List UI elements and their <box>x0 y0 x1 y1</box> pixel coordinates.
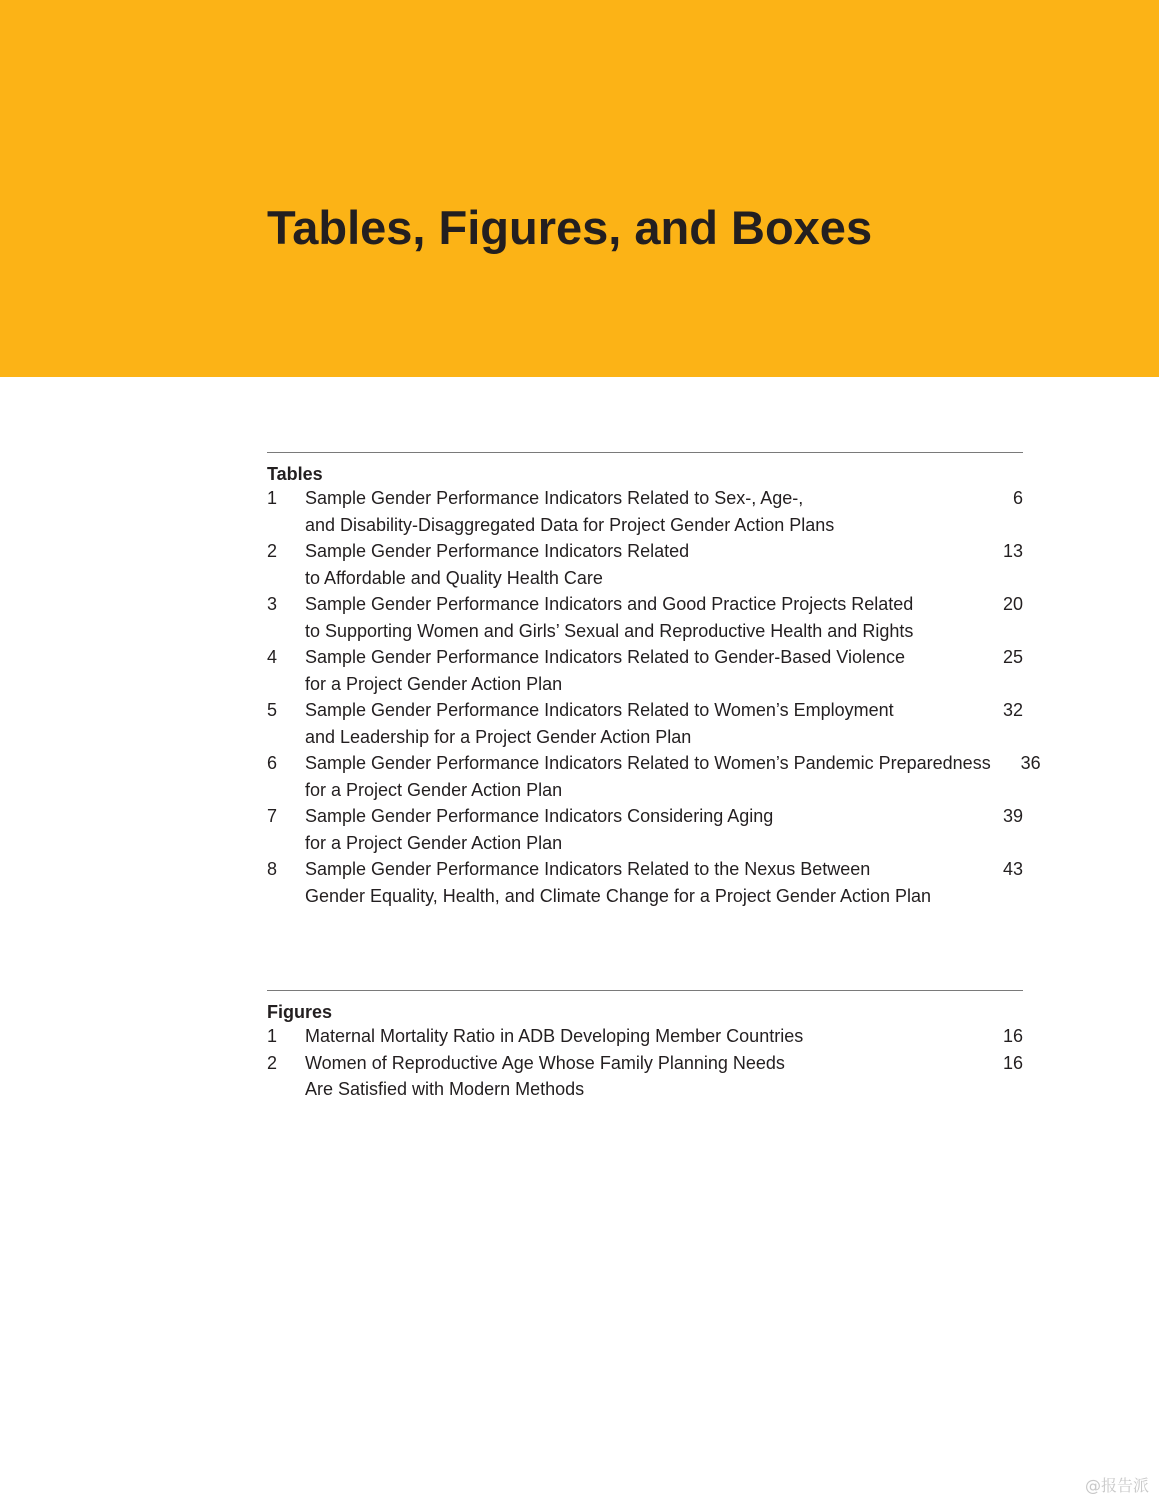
figures-heading: Figures <box>267 1002 333 1022</box>
figures-list <box>267 1023 1023 1103</box>
entry-title-line: Women of Reproductive Age Whose Family Planning Needs <box>305 1052 785 1073</box>
entry-title-line: Are Satisfied with Modern Methods <box>305 1079 585 1099</box>
entry-title-line: Sample Gender Performance Indicators and Good Practice Projects Related <box>305 594 914 614</box>
entry-title-line: Sample Gender Performance Indicators Related to Women’s Pandemic Preparedness <box>305 753 991 773</box>
watermark: @报告派 <box>1084 1476 1149 1495</box>
entry-title <box>305 697 973 750</box>
entry-number: 1 <box>267 488 278 508</box>
entry-title <box>305 803 973 856</box>
entry-title-line: Sample Gender Performance Indicators Considering Aging <box>305 806 774 826</box>
entry-page-number: 36 <box>1020 753 1041 773</box>
entry-page-number: 16 <box>1002 1026 1023 1046</box>
entry-page-number: 32 <box>1002 700 1023 720</box>
table-entry[interactable] <box>267 644 1023 697</box>
entry-title-line: Maternal Mortality Ratio in ADB Developing Member Countries <box>305 1026 804 1046</box>
entry-title-line: Gender Equality, Health, and Climate Change for a Project Gender Action Plan <box>305 885 932 906</box>
entry-number: 2 <box>267 1052 278 1073</box>
entry-title-line: Sample Gender Performance Indicators Related to the Nexus Between <box>305 859 871 879</box>
entry-title <box>305 644 973 697</box>
entry-title <box>305 856 973 909</box>
entry-title-line: to Affordable and Quality Health Care <box>305 567 603 588</box>
entry-page-number: 25 <box>1002 647 1023 667</box>
entry-title-line: for a Project Gender Action Plan <box>305 779 563 800</box>
table-entry[interactable] <box>267 803 1023 856</box>
entry-page-number: 20 <box>1002 594 1023 614</box>
entry-number: 3 <box>267 594 278 614</box>
entry-title <box>305 591 973 644</box>
entry-page-number: 13 <box>1002 541 1023 561</box>
entry-title-line: Sample Gender Performance Indicators Related to Sex-, Age-, <box>305 488 804 508</box>
entry-page-number: 6 <box>1012 488 1023 508</box>
entry-number: 6 <box>267 753 278 773</box>
entry-number: 7 <box>267 806 278 826</box>
table-entry[interactable] <box>267 485 1023 538</box>
entry-title-line: for a Project Gender Action Plan <box>305 832 563 853</box>
entry-title <box>305 485 973 538</box>
figures-section <box>267 990 1023 1103</box>
entry-title-line: Sample Gender Performance Indicators Related to Gender-Based Violence <box>305 647 906 667</box>
entry-title-line: Sample Gender Performance Indicators Related <box>305 541 690 561</box>
entry-number: 8 <box>267 859 278 879</box>
page-title: Tables, Figures, and Boxes <box>267 201 873 254</box>
entry-title-line: and Disability-Disaggregated Data for Project Gender Action Plans <box>305 514 835 535</box>
table-entry[interactable] <box>267 591 1023 644</box>
entry-title <box>305 538 973 591</box>
entry-number: 4 <box>267 647 278 667</box>
entry-title-line: and Leadership for a Project Gender Action Plan <box>305 726 692 747</box>
entry-page-number: 16 <box>1002 1052 1023 1073</box>
tables-section <box>267 452 1041 909</box>
entry-title-line: for a Project Gender Action Plan <box>305 673 563 694</box>
table-entry[interactable] <box>267 750 1041 803</box>
table-entry[interactable] <box>267 856 1023 909</box>
entry-number: 5 <box>267 700 278 720</box>
entry-page-number: 39 <box>1002 806 1023 826</box>
entry-page-number: 43 <box>1002 859 1023 879</box>
figure-entry[interactable] <box>267 1050 1023 1103</box>
entry-number: 1 <box>267 1026 278 1046</box>
entry-title-line: Sample Gender Performance Indicators Related to Women’s Employment <box>305 700 894 720</box>
title-banner <box>0 0 1159 377</box>
table-entry[interactable] <box>267 697 1023 750</box>
entry-title-line: to Supporting Women and Girls’ Sexual and Reproductive Health and Rights <box>305 620 914 641</box>
entry-title <box>305 1023 973 1050</box>
figure-entry[interactable] <box>267 1023 1023 1050</box>
tables-heading: Tables <box>267 464 323 484</box>
entry-number: 2 <box>267 541 278 561</box>
entry-title <box>305 1050 973 1103</box>
tables-list <box>267 485 1041 909</box>
table-entry[interactable] <box>267 538 1023 591</box>
entry-title <box>305 750 991 803</box>
